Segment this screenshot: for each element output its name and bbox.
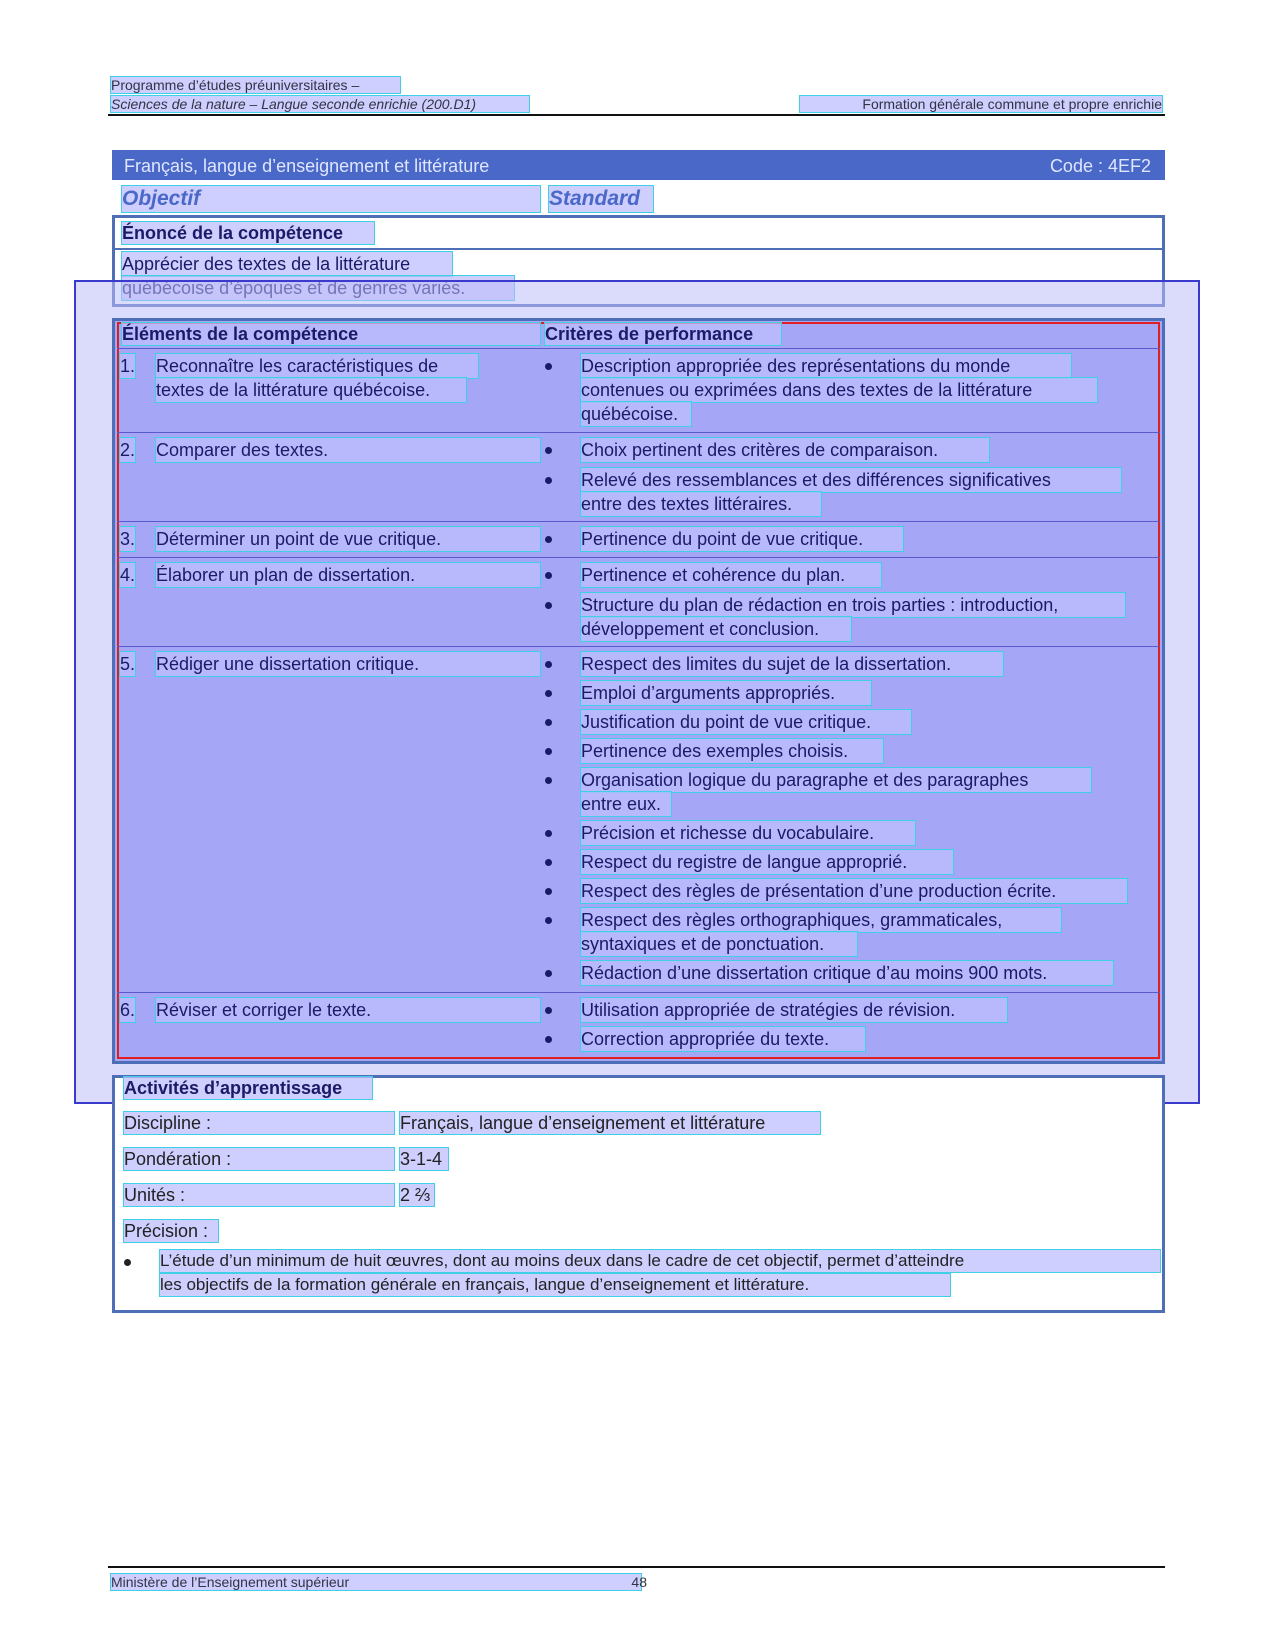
- bullet-icon: [545, 777, 552, 784]
- criterion-text: Respect des règles orthographiques, grammaticales,: [581, 908, 1061, 932]
- bullet-icon: [545, 970, 552, 977]
- element-row-1: [120, 354, 540, 402]
- bullet-icon: [545, 719, 552, 726]
- objectif-label: Objectif: [122, 186, 540, 212]
- enonce-line-1: Apprécier des textes de la littérature: [122, 252, 452, 276]
- element-text: Comparer des textes.: [156, 438, 540, 462]
- criterion-text: contenues ou exprimées dans des textes de la littérature: [581, 378, 1097, 402]
- criterion-text: Pertinence et cohérence du plan.: [581, 563, 881, 587]
- page-number: 48: [631, 1574, 647, 1590]
- activites-title: Activités d’apprentissage: [124, 1077, 372, 1099]
- bullet-icon: [545, 830, 552, 837]
- criterion-text: Structure du plan de rédaction en trois parties : introduction,: [581, 593, 1125, 617]
- row-separator: [117, 521, 1160, 522]
- row-separator: [117, 557, 1160, 558]
- row-separator: [117, 992, 1160, 993]
- element-number: 5.: [120, 654, 136, 674]
- criterion-text: Respect des règles de présentation d’une production écrite.: [581, 879, 1127, 903]
- criterion-text: québécoise.: [581, 402, 691, 426]
- element-text: Élaborer un plan de dissertation.: [156, 563, 540, 587]
- criterion-text: Correction appropriée du texte.: [581, 1027, 865, 1051]
- bullet-icon: [545, 690, 552, 697]
- unites-value: 2 ⅔: [400, 1184, 434, 1206]
- element-row-5: [120, 652, 540, 676]
- criterion-text: Description appropriée des représentations du monde: [581, 354, 1071, 378]
- element-number: 2.: [120, 440, 136, 460]
- criterion-text: Pertinence du point de vue critique.: [581, 527, 903, 551]
- standard-label: Standard: [549, 186, 653, 212]
- precision-text-line-1: L’étude d’un minimum de huit œuvres, dont au moins deux dans le cadre de cet objectif, permet d’atteindre: [160, 1250, 1160, 1272]
- element-number: 3.: [120, 529, 136, 549]
- element-text: Déterminer un point de vue critique.: [156, 527, 540, 551]
- bullet-icon: [545, 859, 552, 866]
- course-code: Code : 4EF2: [1049, 156, 1151, 176]
- header-rule: [108, 114, 1165, 116]
- bullet-icon: [545, 363, 552, 370]
- footer-rule: [108, 1566, 1165, 1568]
- criterion-text: Pertinence des exemples choisis.: [581, 739, 883, 763]
- enonce-divider: [115, 248, 1162, 250]
- ponderation-label: Pondération :: [124, 1148, 394, 1170]
- element-text: textes de la littérature québécoise.: [156, 378, 466, 402]
- criterion-text: Utilisation appropriée de stratégies de révision.: [581, 998, 1007, 1022]
- criterion-text: développement et conclusion.: [581, 617, 851, 641]
- bullet-icon: [545, 917, 552, 924]
- precision-text-line-2: les objectifs de la formation générale en français, langue d’enseignement et littérature.: [160, 1274, 950, 1296]
- criterion-text: Précision et richesse du vocabulaire.: [581, 821, 915, 845]
- discipline-label: Discipline :: [124, 1112, 394, 1134]
- header-formation: Formation générale commune et propre enrichie: [800, 96, 1162, 112]
- precision-label: Précision :: [124, 1220, 218, 1242]
- bullet-icon: [545, 572, 552, 579]
- bullet-icon: [545, 602, 552, 609]
- bullet-icon: [545, 447, 552, 454]
- course-subject: Français, langue d’enseignement et littérature: [124, 156, 490, 176]
- criterion-text: Respect des limites du sujet de la dissertation.: [581, 652, 1003, 676]
- element-text: Rédiger une dissertation critique.: [156, 652, 540, 676]
- element-text: Reconnaître les caractéristiques de: [156, 354, 478, 378]
- course-title-bar: [112, 150, 1165, 180]
- criterion-text: Respect du registre de langue approprié.: [581, 850, 953, 874]
- element-number: 4.: [120, 565, 136, 585]
- bullet-icon: [545, 477, 552, 484]
- bullet-icon: [545, 1007, 552, 1014]
- element-number: 1.: [120, 356, 136, 376]
- bullet-icon: [545, 536, 552, 543]
- criterion-text: entre eux.: [581, 792, 671, 816]
- row-separator: [117, 432, 1160, 433]
- element-row-6: [120, 998, 540, 1022]
- element-row-2: [120, 438, 540, 462]
- element-row-4: [120, 563, 540, 587]
- criterion-text: Emploi d’arguments appropriés.: [581, 681, 871, 705]
- unites-label: Unités :: [124, 1184, 394, 1206]
- column-header-elements: Éléments de la compétence: [122, 323, 540, 345]
- criterion-text: Rédaction d’une dissertation critique d’au moins 900 mots.: [581, 961, 1113, 985]
- element-row-3: [120, 527, 540, 551]
- criterion-text: syntaxiques et de ponctuation.: [581, 932, 857, 956]
- criterion-text: entre des textes littéraires.: [581, 492, 821, 516]
- criterion-text: Justification du point de vue critique.: [581, 710, 911, 734]
- criterion-text: Relevé des ressemblances et des différences significatives: [581, 468, 1121, 492]
- column-header-criteres: Critères de performance: [545, 323, 781, 345]
- element-number: 6.: [120, 1000, 136, 1020]
- bullet-icon: [124, 1259, 131, 1266]
- bullet-icon: [545, 1036, 552, 1043]
- bullet-icon: [545, 748, 552, 755]
- header-program-name: Sciences de la nature – Langue seconde enrichie (200.D1): [111, 96, 529, 112]
- ponderation-value: 3-1-4: [400, 1148, 448, 1170]
- criterion-text: Choix pertinent des critères de comparaison.: [581, 438, 989, 462]
- row-separator: [117, 646, 1160, 647]
- footer-ministry: Ministère de l’Enseignement supérieur: [111, 1574, 641, 1590]
- discipline-value: Français, langue d’enseignement et littérature: [400, 1112, 820, 1134]
- bullet-icon: [545, 661, 552, 668]
- enonce-heading: Énoncé de la compétence: [122, 222, 374, 244]
- element-text: Réviser et corriger le texte.: [156, 998, 540, 1022]
- header-program-line: Programme d’études préuniversitaires –: [111, 77, 400, 93]
- criterion-text: Organisation logique du paragraphe et des paragraphes: [581, 768, 1091, 792]
- row-separator: [117, 348, 1160, 349]
- bullet-icon: [545, 888, 552, 895]
